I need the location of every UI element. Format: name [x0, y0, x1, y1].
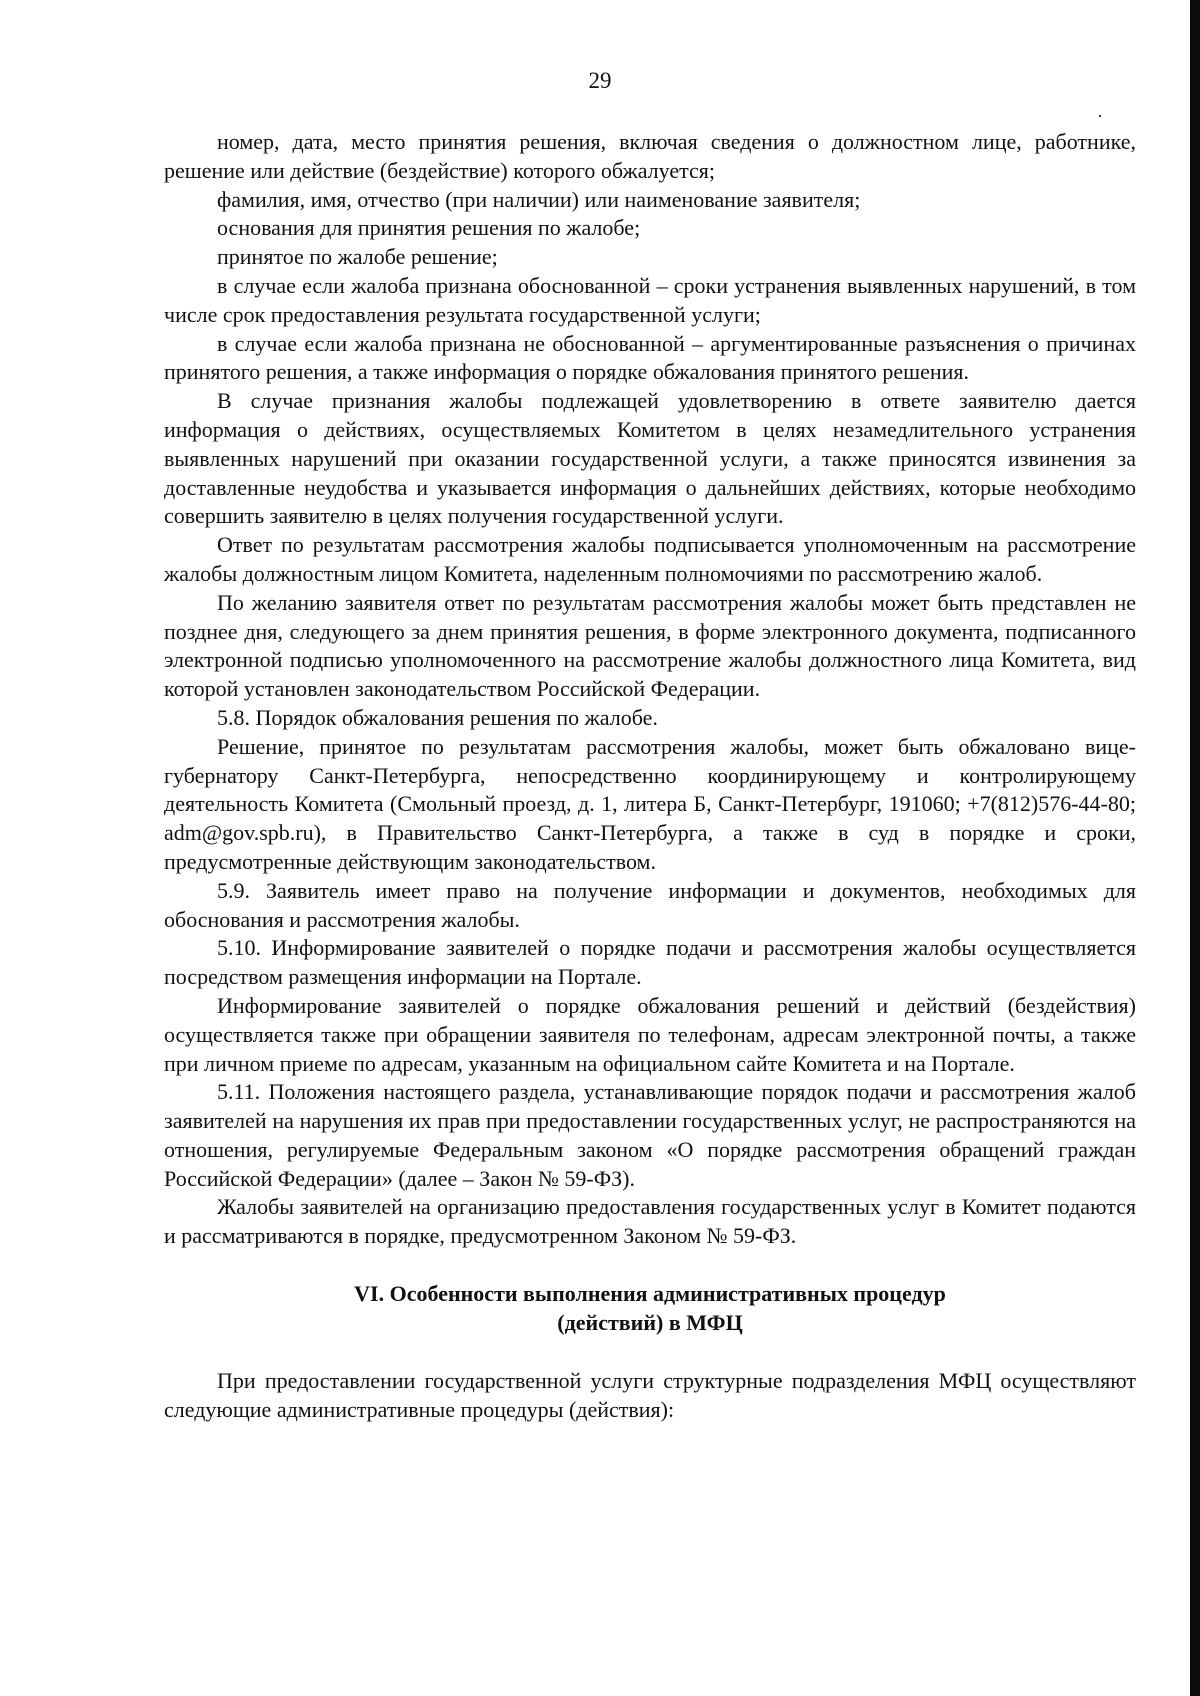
paragraph: в случае если жалоба признана не обоснованной – аргументированные разъяснения о причинах принятого решения, а также информация о порядке обжалования принятого решения.	[164, 330, 1136, 385]
paragraph: фамилия, имя, отчество (при наличии) или наименование заявителя;	[217, 186, 861, 212]
paragraph: По желанию заявителя ответ по результатам рассмотрения жалобы может быть представлен не позднее дня, следующего за днем принятия решения, в форме электронного документа, подписанного электронной подписью уполномоченного на рассмотрение жалобы должностного лица Комитета, вид которой установлен законодательством Российской Федерации.	[164, 589, 1136, 702]
paragraph: Ответ по результатам рассмотрения жалобы подписывается уполномоченным на рассмотрение жалобы должностным лицом Комитета, наделенным полномочиями по рассмотрению жалоб.	[164, 532, 1136, 586]
paragraph: в случае если жалоба признана обоснованной – сроки устранения выявленных нарушений, в том числе срок предоставления результата государственной услуги;	[164, 272, 1136, 327]
document-body	[164, 128, 1136, 1425]
paragraph: В случае признания жалобы подлежащей удовлетворению в ответе заявителю дается информация о действиях, осуществляемых Комитетом в целях незамедлительного устранения выявленных нарушений при оказании государственной услуги, а также приносятся извинения за доставленные неудобства и указывается информация о дальнейших действиях, которые необходимо совершить заявителю в целях получения государственной услуги.	[164, 388, 1136, 529]
paragraph: 5.9. Заявитель имеет право на получение информации и документов, необходимых для обоснования и рассмотрения жалобы.	[164, 877, 1136, 932]
scan-edge	[1190, 0, 1200, 1696]
paragraph: Информирование заявителей о порядке обжалования решений и действий (бездействия) осуществляется также при обращении заявителя по телефонам, адресам электронной почты, а также при личном приеме по адресам, указанным на официальном сайте Комитета и на Портале.	[164, 992, 1136, 1076]
scan-speck	[1099, 115, 1101, 117]
section-heading	[164, 1279, 1136, 1337]
paragraph: Решение, принятое по результатам рассмотрения жалобы, может быть обжаловано вице-губернатору Санкт-Петербурга, непосредственно координирующему и контролирующему деятельность Комитета (Смольный проезд, д. 1, литера Б, Санкт-Петербург, 191060; +7(812)576-44-80; adm@gov.spb.ru), в Правительство Санкт-Петербурга, а также в суд в порядке и сроки, предусмотренные действующим законодательством.	[164, 733, 1136, 874]
paragraph: 5.11. Положения настоящего раздела, устанавливающие порядок подачи и рассмотрения жалоб заявителей на нарушения их прав при предоставлении государственных услуг, не распространяются на отношения, регулируемые Федеральным законом «О порядке рассмотрения обращений граждан Российской Федерации» (далее – Закон № 59-ФЗ).	[164, 1079, 1136, 1191]
paragraph: Жалобы заявителей на организацию предоставления государственных услуг в Комитет подаются и рассматриваются в порядке, предусмотренном Законом № 59-ФЗ.	[164, 1194, 1136, 1249]
section-heading-line-1: VI. Особенности выполнения административных процедур	[354, 1281, 946, 1307]
page-number: 29	[588, 68, 612, 93]
paragraph: номер, дата, место принятия решения, включая сведения о должностном лице, работнике, решение или действие (бездействие) которого обжалуется;	[164, 129, 1136, 183]
paragraph: 5.8. Порядок обжалования решения по жалобе.	[217, 704, 658, 730]
paragraph: 5.10. Информирование заявителей о порядке подачи и рассмотрения жалобы осуществляется посредством размещения информации на Портале.	[164, 935, 1136, 990]
section-intro: При предоставлении государственной услуги структурные подразделения МФЦ осуществляют следующие административные процедуры (действия):	[164, 1368, 1136, 1422]
paragraph: принятое по жалобе решение;	[217, 244, 498, 270]
paragraph: основания для принятия решения по жалобе;	[217, 215, 641, 241]
section-heading-line-2: (действий) в МФЦ	[557, 1310, 743, 1336]
